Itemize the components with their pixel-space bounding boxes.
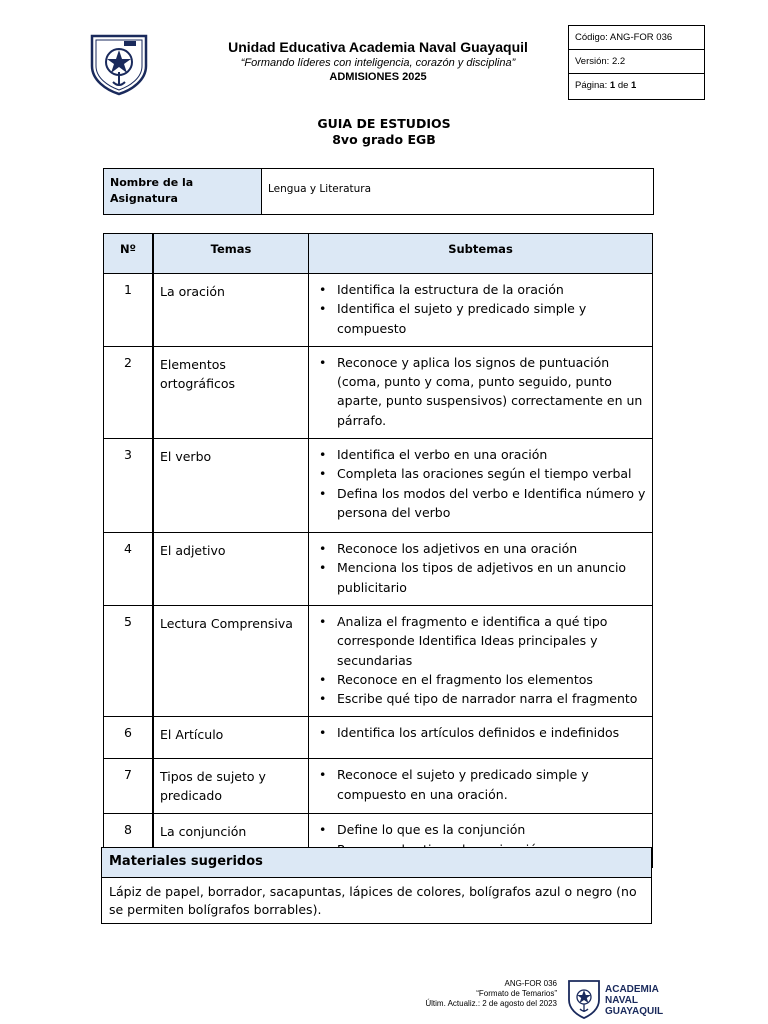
page-total: 1 xyxy=(631,80,637,91)
materials-title: Materiales sugeridos xyxy=(102,848,651,878)
header-temas: Temas xyxy=(153,234,309,274)
subtemas-list xyxy=(315,723,646,742)
subtema-item: • Analiza el fragmento e identifica a qué tipo corresponde Identifica Ideas principales y secundarias xyxy=(315,612,646,670)
table-row xyxy=(104,346,653,438)
subtemas-list xyxy=(315,765,646,804)
subtema-item: • Reconoce y aplica los signos de puntuación (coma, punto y coma, punto seguido, punto aparte, punto suspensivos) correctamente en un párrafo. xyxy=(315,353,646,430)
table-row xyxy=(104,274,653,347)
row-number: 7 xyxy=(104,759,154,814)
row-tema: Lectura Comprensiva xyxy=(153,605,309,716)
document-meta-box xyxy=(568,25,705,100)
row-subtemas xyxy=(309,717,653,759)
school-motto: “Formando líderes con inteligencia, corazón y disciplina” xyxy=(240,57,516,69)
footer-code: ANG-FOR 036 xyxy=(504,979,557,988)
subtema-item: • Reconoce los adjetivos en una oración xyxy=(315,539,646,558)
admissions-label: ADMISIONES 2025 xyxy=(329,71,427,83)
footer-text xyxy=(380,979,557,1009)
row-tema: El verbo xyxy=(153,439,309,533)
subtemas-list xyxy=(315,612,646,708)
row-tema: Tipos de sujeto y predicado xyxy=(153,759,309,814)
header-subtemas: Subtemas xyxy=(309,234,653,274)
subtema-item: • Reconoce en el fragmento los elementos xyxy=(315,670,646,689)
subtema-item: • Identifica los artículos definidos e indefinidos xyxy=(315,723,646,742)
subtema-item: • Identifica la estructura de la oración xyxy=(315,280,646,299)
footer-format: “Formato de Temarios” xyxy=(476,989,557,998)
table-row xyxy=(104,605,653,716)
row-tema: El Artículo xyxy=(153,717,309,759)
footer-updated: Últim. Actualiz.: 2 de agosto del 2023 xyxy=(425,999,557,1008)
school-name: Unidad Educativa Academia Naval Guayaquil xyxy=(228,39,528,55)
topics-table xyxy=(103,233,653,868)
school-header xyxy=(160,38,596,84)
meta-version: Versión: 2.2 xyxy=(569,50,704,74)
subtemas-list xyxy=(315,280,646,338)
materials-box xyxy=(101,847,652,924)
subtema-item: • Escribe qué tipo de narrador narra el fragmento xyxy=(315,689,646,708)
subtemas-list xyxy=(315,353,646,430)
brand-line-2: NAVAL xyxy=(605,995,638,1006)
topics-body xyxy=(104,274,653,868)
subject-box xyxy=(103,168,654,215)
brand-line-1: ACADEMIA xyxy=(605,984,659,995)
subtema-item: • Defina los modos del verbo e Identifica número y persona del verbo xyxy=(315,484,646,523)
table-row xyxy=(104,759,653,814)
subject-value: Lengua y Literatura xyxy=(268,183,372,195)
subtema-item: • Define lo que es la conjunción xyxy=(315,820,646,839)
row-number: 1 xyxy=(104,274,154,347)
subtema-item: • Identifica el verbo en una oración xyxy=(315,445,646,464)
row-tema: El adjetivo xyxy=(153,533,309,606)
school-crest-logo xyxy=(86,32,152,96)
subtema-item: • Reconoce el sujeto y predicado simple y compuesto en una oración. xyxy=(315,765,646,804)
subtema-item: • Identifica el sujeto y predicado simple y compuesto xyxy=(315,299,646,338)
table-row xyxy=(104,717,653,759)
row-tema: La conjunción xyxy=(153,814,309,868)
row-subtemas xyxy=(309,274,653,347)
row-number: 6 xyxy=(104,717,154,759)
footer-brand xyxy=(605,984,663,1017)
row-tema: Elementos ortográficos xyxy=(153,346,309,438)
guide-grade: 8vo grado EGB xyxy=(332,132,436,147)
row-subtemas xyxy=(309,605,653,716)
subtema-item: • Completa las oraciones según el tiempo verbal xyxy=(315,464,646,483)
table-header-row xyxy=(104,234,653,274)
page-number: 1 xyxy=(609,80,616,91)
meta-page xyxy=(569,74,704,98)
row-number: 8 xyxy=(104,814,154,868)
subtema-item: • Menciona los tipos de adjetivos en un anuncio publicitario xyxy=(315,558,646,597)
page-of: de xyxy=(617,80,629,91)
subtemas-list xyxy=(315,539,646,597)
guide-title-block xyxy=(0,116,768,148)
row-subtemas xyxy=(309,759,653,814)
row-number: 3 xyxy=(104,439,154,533)
row-number: 2 xyxy=(104,346,154,438)
meta-code: Código: ANG-FOR 036 xyxy=(569,26,704,50)
header-num: Nº xyxy=(104,234,154,274)
table-row xyxy=(104,533,653,606)
row-subtemas xyxy=(309,346,653,438)
row-tema: La oración xyxy=(153,274,309,347)
table-row xyxy=(104,439,653,533)
subtemas-list xyxy=(315,445,646,522)
row-number: 4 xyxy=(104,533,154,606)
row-subtemas xyxy=(309,439,653,533)
brand-line-3: GUAYAQUIL xyxy=(605,1006,664,1017)
page-label: Página: xyxy=(575,80,608,91)
materials-text: Lápiz de papel, borrador, sacapuntas, lápices de colores, bolígrafos azul o negro (no se permiten bolígrafos borrables). xyxy=(109,884,637,917)
row-number: 5 xyxy=(104,605,154,716)
subject-label: Nombre de la Asignatura xyxy=(104,169,262,214)
guide-title: GUIA DE ESTUDIOS xyxy=(317,116,451,131)
row-subtemas xyxy=(309,533,653,606)
footer-crest-logo xyxy=(566,978,602,1020)
